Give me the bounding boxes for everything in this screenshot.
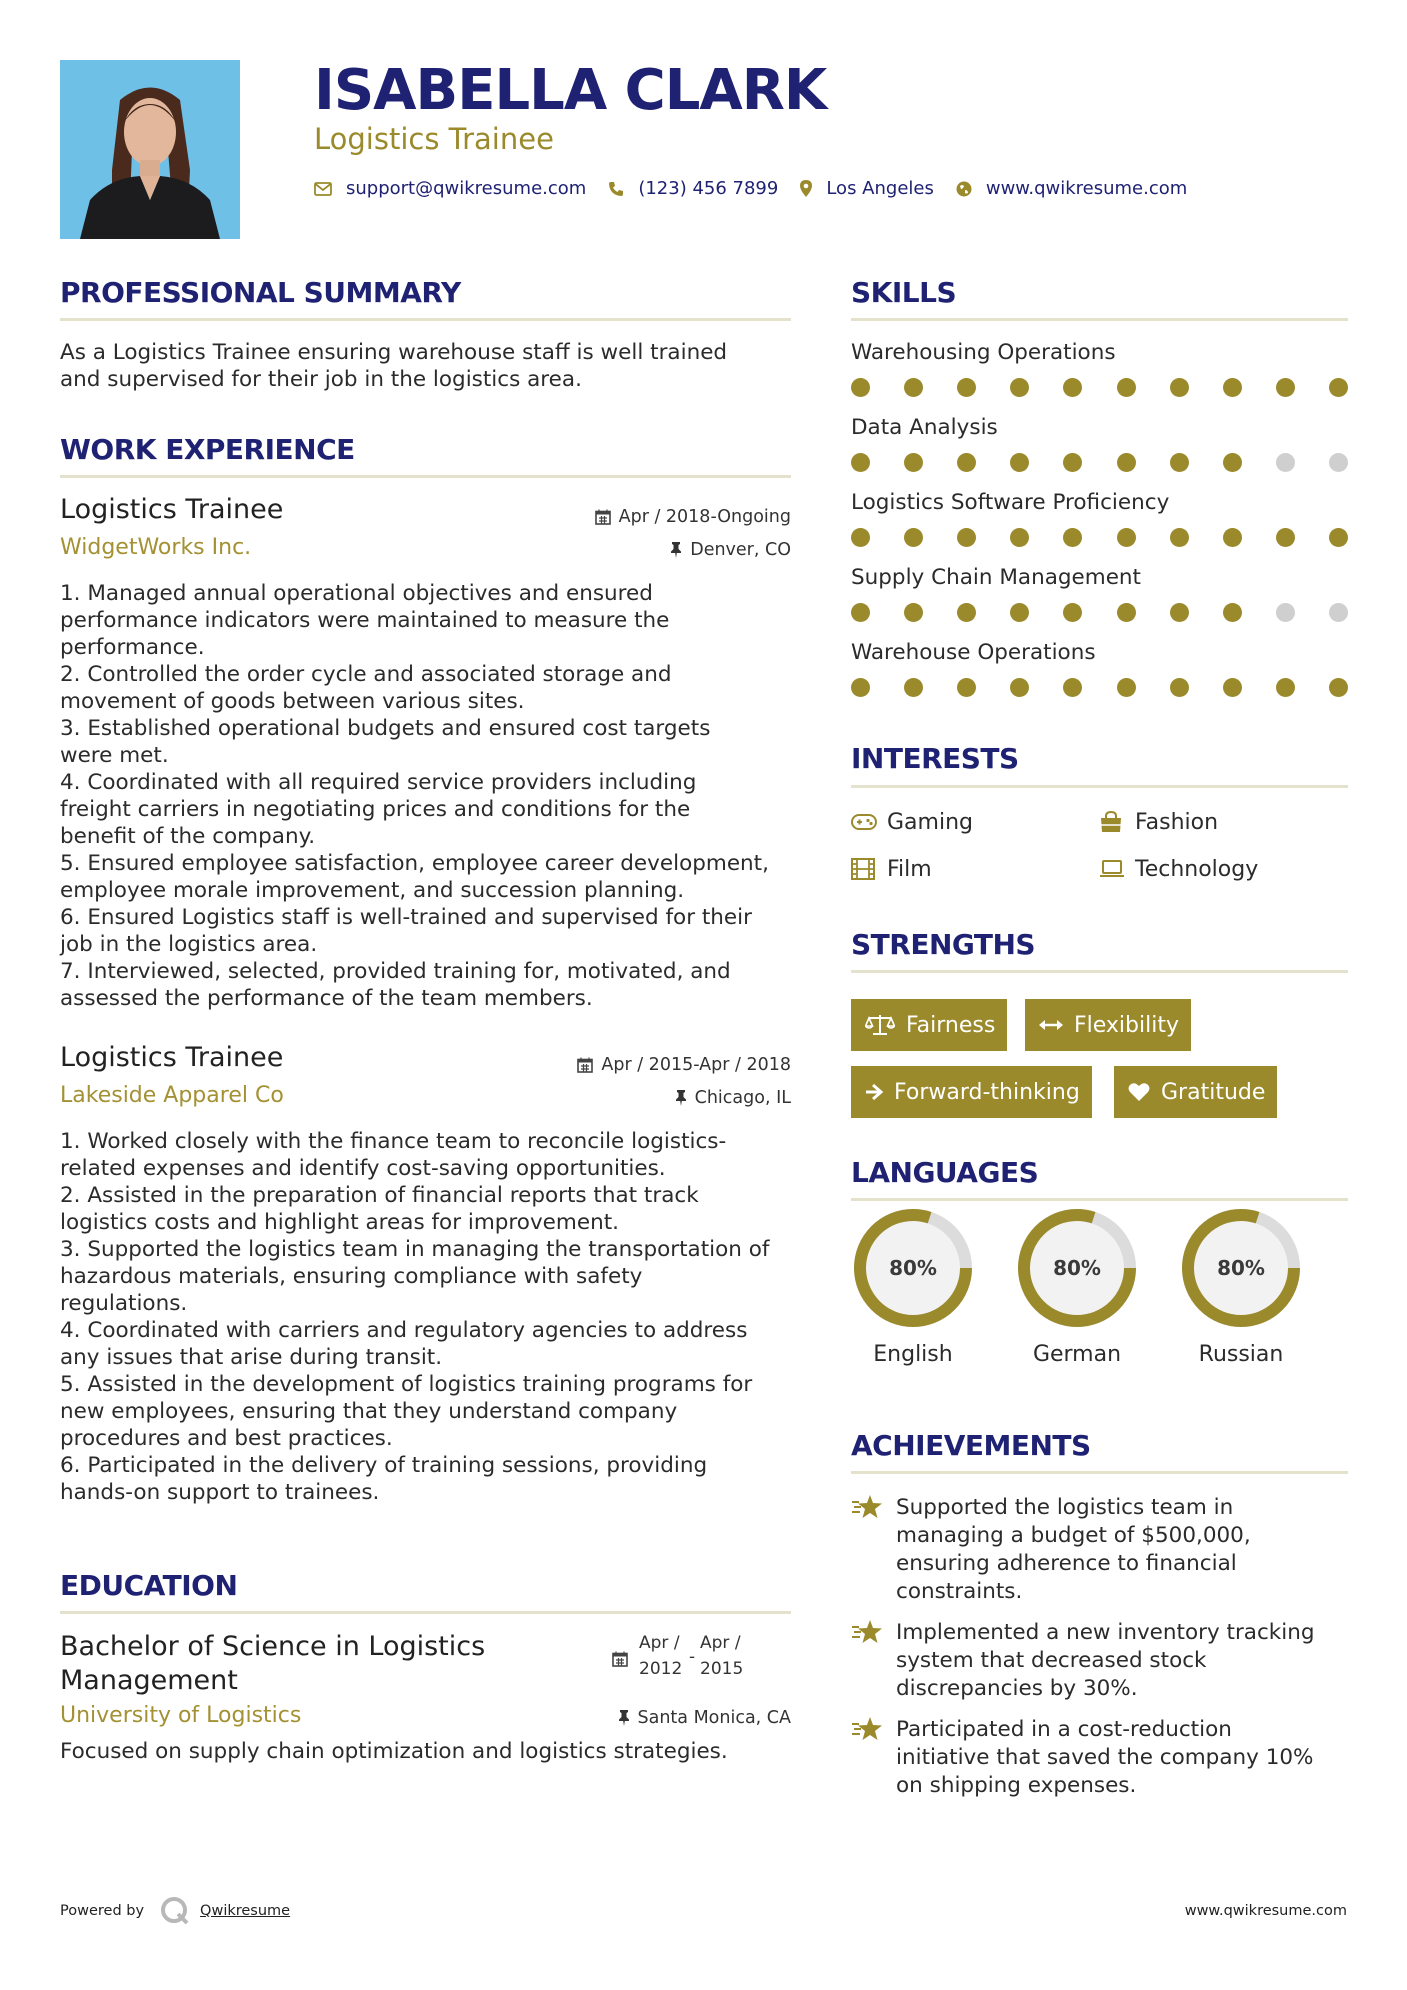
interests-heading: INTERESTS (851, 742, 1019, 775)
rating-dot-filled (1170, 453, 1189, 472)
skill-name: Warehouse Operations (851, 640, 1096, 665)
candidate-title: Logistics Trainee (314, 122, 554, 156)
rating-dot-filled (1063, 603, 1082, 622)
achievement-text: Participated in a cost-reduction initiative that saved the company 10% on shipping expenses. (896, 1717, 1314, 1798)
contact-bar (314, 178, 1209, 199)
job-bullet: 5. Ensured employee satisfaction, employee career development, employee morale improvement, and succession planning. (60, 851, 769, 903)
contact-location (800, 178, 934, 199)
rating-dot-filled (1117, 603, 1136, 622)
rating-dot-filled (1063, 528, 1082, 547)
rating-dot-empty (1329, 453, 1348, 472)
rating-dot-filled (1276, 678, 1295, 697)
interest-fashion: Fashion (1099, 807, 1347, 837)
job-bullet: 2. Controlled the order cycle and associated storage and movement of goods between various sites. (60, 662, 672, 714)
rating-dot-filled (904, 678, 923, 697)
rating-dot-filled (1223, 678, 1242, 697)
rating-dot-filled (1117, 453, 1136, 472)
languages-divider (851, 1198, 1348, 1201)
language-item (851, 1206, 975, 1367)
strength-gratitude: Gratitude (1114, 1066, 1277, 1118)
summary-divider (60, 318, 791, 321)
language-percent: 80% (1217, 1256, 1265, 1280)
job-bullet: 6. Participated in the delivery of training sessions, providing hands-on support to trainees. (60, 1453, 708, 1505)
balance-scale-icon (865, 1014, 895, 1036)
website-text: www.qwikresume.com (985, 178, 1188, 199)
achievements-divider (851, 1471, 1348, 1474)
profile-photo (60, 60, 240, 239)
job-company: WidgetWorks Inc. (60, 535, 252, 560)
summary-heading: PROFESSIONAL SUMMARY (60, 276, 461, 309)
school-name: University of Logistics (60, 1703, 302, 1728)
interest-gaming: Gaming (851, 807, 1099, 837)
job-bullet: 3. Established operational budgets and ensured cost targets were met. (60, 716, 711, 768)
rating-dot-filled (1329, 528, 1348, 547)
rating-dot-empty (1329, 603, 1348, 622)
rating-dot-filled (957, 378, 976, 397)
job-bullet: 6. Ensured Logistics staff is well-trained and supervised for their job in the logistics area. (60, 905, 752, 957)
email-text: support@qwikresume.com (346, 178, 587, 199)
skill-rating (851, 445, 1348, 490)
interest-technology: Technology (1099, 854, 1347, 884)
language-percent: 80% (889, 1256, 937, 1280)
phone-icon (608, 181, 624, 197)
star-icon (851, 1494, 896, 1606)
achievement-item (851, 1619, 1348, 1703)
job-location (670, 540, 791, 560)
gamepad-icon (851, 814, 887, 830)
rating-dot-filled (1329, 678, 1348, 697)
job-entry (60, 494, 791, 1012)
rating-dot-filled (957, 528, 976, 547)
rating-dot-filled (1117, 528, 1136, 547)
rating-dot-filled (1223, 378, 1242, 397)
degree-title: Bachelor of Science in Logistics Management (60, 1631, 486, 1696)
skill-name: Warehousing Operations (851, 340, 1116, 365)
rating-dot-filled (851, 603, 870, 622)
job-bullet: 4. Coordinated with all required service providers including freight carriers in negotiating prices and conditions for the benefit of the company. (60, 770, 697, 849)
education-entry (60, 1630, 791, 1780)
rating-dot-filled (851, 453, 870, 472)
strengths-divider (851, 970, 1348, 973)
pushpin-icon (670, 542, 682, 558)
rating-dot-filled (1223, 603, 1242, 622)
strength-forward-thinking: Forward-thinking (851, 1066, 1092, 1118)
strengths-heading: STRENGTHS (851, 928, 1036, 961)
achievement-text: Implemented a new inventory tracking system that decreased stock discrepancies by 30%. (896, 1620, 1315, 1701)
calendar-icon (612, 1651, 628, 1672)
rating-dot-filled (1170, 378, 1189, 397)
qwikresume-logo-icon (160, 1896, 190, 1926)
rating-dot-filled (1010, 678, 1029, 697)
job-bullet: 1. Managed annual operational objectives and ensured performance indicators were maintained to measure the performance. (60, 581, 670, 660)
summary-line: As a Logistics Trainee ensuring warehouse staff is well trained (60, 340, 728, 365)
phone-text: (123) 456 7899 (638, 178, 779, 199)
job-bullet: 5. Assisted in the development of logistics training programs for new employees, ensuring that they understand company procedures and best practices. (60, 1372, 753, 1451)
rating-dot-filled (851, 378, 870, 397)
language-item (1179, 1206, 1303, 1367)
strength-flexibility: Flexibility (1025, 999, 1191, 1051)
education-heading: EDUCATION (60, 1569, 238, 1602)
footer-powered-by: Powered by Qwikresume (60, 1896, 290, 1926)
rating-dot-filled (957, 453, 976, 472)
map-marker-icon (800, 180, 812, 197)
language-percent: 80% (1053, 1256, 1101, 1280)
rating-dot-filled (957, 678, 976, 697)
arrows-horizontal-icon (1039, 1018, 1063, 1032)
laptop-icon (1099, 860, 1135, 878)
job-bullet: 2. Assisted in the preparation of financial reports that track logistics costs and highlight areas for improvement. (60, 1183, 699, 1235)
language-name: English (873, 1342, 953, 1367)
pushpin-icon (618, 1710, 630, 1726)
job-location-text: Chicago, IL (694, 1088, 791, 1108)
rating-dot-filled (1117, 678, 1136, 697)
rating-dot-filled (1223, 528, 1242, 547)
job-dates (577, 1055, 791, 1075)
education-description: Focused on supply chain optimization and logistics strategies. (60, 1739, 728, 1764)
skill-rating (851, 670, 1348, 715)
globe-icon (956, 181, 972, 197)
interests-divider (851, 785, 1348, 788)
job-bullet: 4. Coordinated with carriers and regulatory agencies to address any issues that arise during transit. (60, 1318, 748, 1370)
job-location-text: Denver, CO (690, 540, 791, 560)
rating-dot-filled (1010, 528, 1029, 547)
film-icon (851, 858, 887, 880)
rating-dot-filled (904, 528, 923, 547)
rating-dot-empty (1276, 603, 1295, 622)
skills-heading: SKILLS (851, 276, 957, 309)
rating-dot-filled (1170, 603, 1189, 622)
calendar-icon (577, 1057, 593, 1073)
job-dates-text: Apr / 2018-Ongoing (618, 507, 791, 527)
rating-dot-filled (1276, 378, 1295, 397)
education-dates: Apr / 2012 - Apr / 2015 (612, 1633, 792, 1685)
job-company: Lakeside Apparel Co (60, 1083, 284, 1108)
education-location (618, 1708, 792, 1728)
rating-dot-filled (1063, 678, 1082, 697)
achievements-list (851, 1494, 1348, 1800)
heart-icon (1128, 1082, 1150, 1102)
summary-line: and supervised for their job in the logistics area. (60, 367, 582, 392)
rating-dot-filled (904, 453, 923, 472)
experience-heading: WORK EXPERIENCE (60, 433, 355, 466)
job-bullet: 3. Supported the logistics team in managing the transportation of hazardous materials, ensuring compliance with safety regulations. (60, 1237, 770, 1316)
contact-email[interactable] (314, 178, 586, 199)
rating-dot-filled (1329, 378, 1348, 397)
achievement-text: Supported the logistics team in managing a budget of $500,000, ensuring adherence to financial constraints. (896, 1495, 1251, 1604)
rating-dot-filled (1063, 378, 1082, 397)
interests-list (851, 807, 1348, 884)
skill-rating (851, 595, 1348, 640)
rating-dot-filled (1276, 528, 1295, 547)
job-bullets (60, 580, 791, 1012)
education-divider (60, 1611, 791, 1614)
contact-phone[interactable] (608, 178, 778, 199)
contact-website[interactable] (956, 178, 1187, 199)
rating-dot-filled (1170, 678, 1189, 697)
rating-dot-filled (904, 378, 923, 397)
calendar-icon (595, 509, 611, 525)
footer-url[interactable]: www.qwikresume.com (1184, 1903, 1347, 1919)
rating-dot-filled (904, 603, 923, 622)
job-bullets (60, 1128, 791, 1506)
skill-name: Logistics Software Proficiency (851, 490, 1170, 515)
summary-text (60, 339, 791, 393)
languages-heading: LANGUAGES (851, 1156, 1039, 1189)
job-title: Logistics Trainee (60, 494, 284, 525)
location-text: Los Angeles (826, 178, 934, 199)
strength-fairness: Fairness (851, 999, 1007, 1051)
achievement-item (851, 1494, 1348, 1606)
rating-dot-filled (851, 678, 870, 697)
job-entry (60, 1042, 791, 1506)
rating-dot-filled (1063, 453, 1082, 472)
star-icon (851, 1716, 896, 1800)
rating-dot-filled (1010, 453, 1029, 472)
envelope-icon (314, 182, 332, 196)
language-name: German (1032, 1342, 1122, 1367)
job-bullet: 1. Worked closely with the finance team to reconcile logistics- related expenses and identify cost-saving opportunities. (60, 1129, 727, 1181)
skills-list (851, 340, 1348, 715)
job-title: Logistics Trainee (60, 1042, 284, 1073)
skill-rating (851, 370, 1348, 415)
rating-dot-filled (957, 603, 976, 622)
job-dates (595, 507, 791, 527)
job-bullet: 7. Interviewed, selected, provided training for, motivated, and assessed the performance of the team members. (60, 959, 731, 1011)
job-dates-text: Apr / 2015-Apr / 2018 (601, 1055, 791, 1075)
interest-film: Film (851, 854, 1099, 884)
job-location (675, 1088, 791, 1108)
qwikresume-link[interactable]: Qwikresume (200, 1903, 291, 1919)
shopping-bag-icon (1099, 811, 1135, 833)
language-name: Russian (1198, 1342, 1284, 1367)
rating-dot-filled (1223, 453, 1242, 472)
education-location-text: Santa Monica, CA (637, 1708, 791, 1728)
rating-dot-filled (1010, 603, 1029, 622)
skill-name: Data Analysis (851, 415, 998, 440)
rating-dot-filled (1170, 528, 1189, 547)
achievement-item (851, 1716, 1348, 1800)
arrow-right-icon (865, 1083, 883, 1101)
skills-divider (851, 318, 1348, 321)
language-item (1015, 1206, 1139, 1367)
rating-dot-filled (1010, 378, 1029, 397)
star-icon (851, 1619, 896, 1703)
experience-divider (60, 475, 791, 478)
rating-dot-filled (1117, 378, 1136, 397)
candidate-name: ISABELLA CLARK (314, 58, 827, 123)
skill-name: Supply Chain Management (851, 565, 1141, 590)
rating-dot-filled (851, 528, 870, 547)
achievements-heading: ACHIEVEMENTS (851, 1429, 1091, 1462)
rating-dot-empty (1276, 453, 1295, 472)
pushpin-icon (675, 1090, 687, 1106)
skill-rating (851, 520, 1348, 565)
